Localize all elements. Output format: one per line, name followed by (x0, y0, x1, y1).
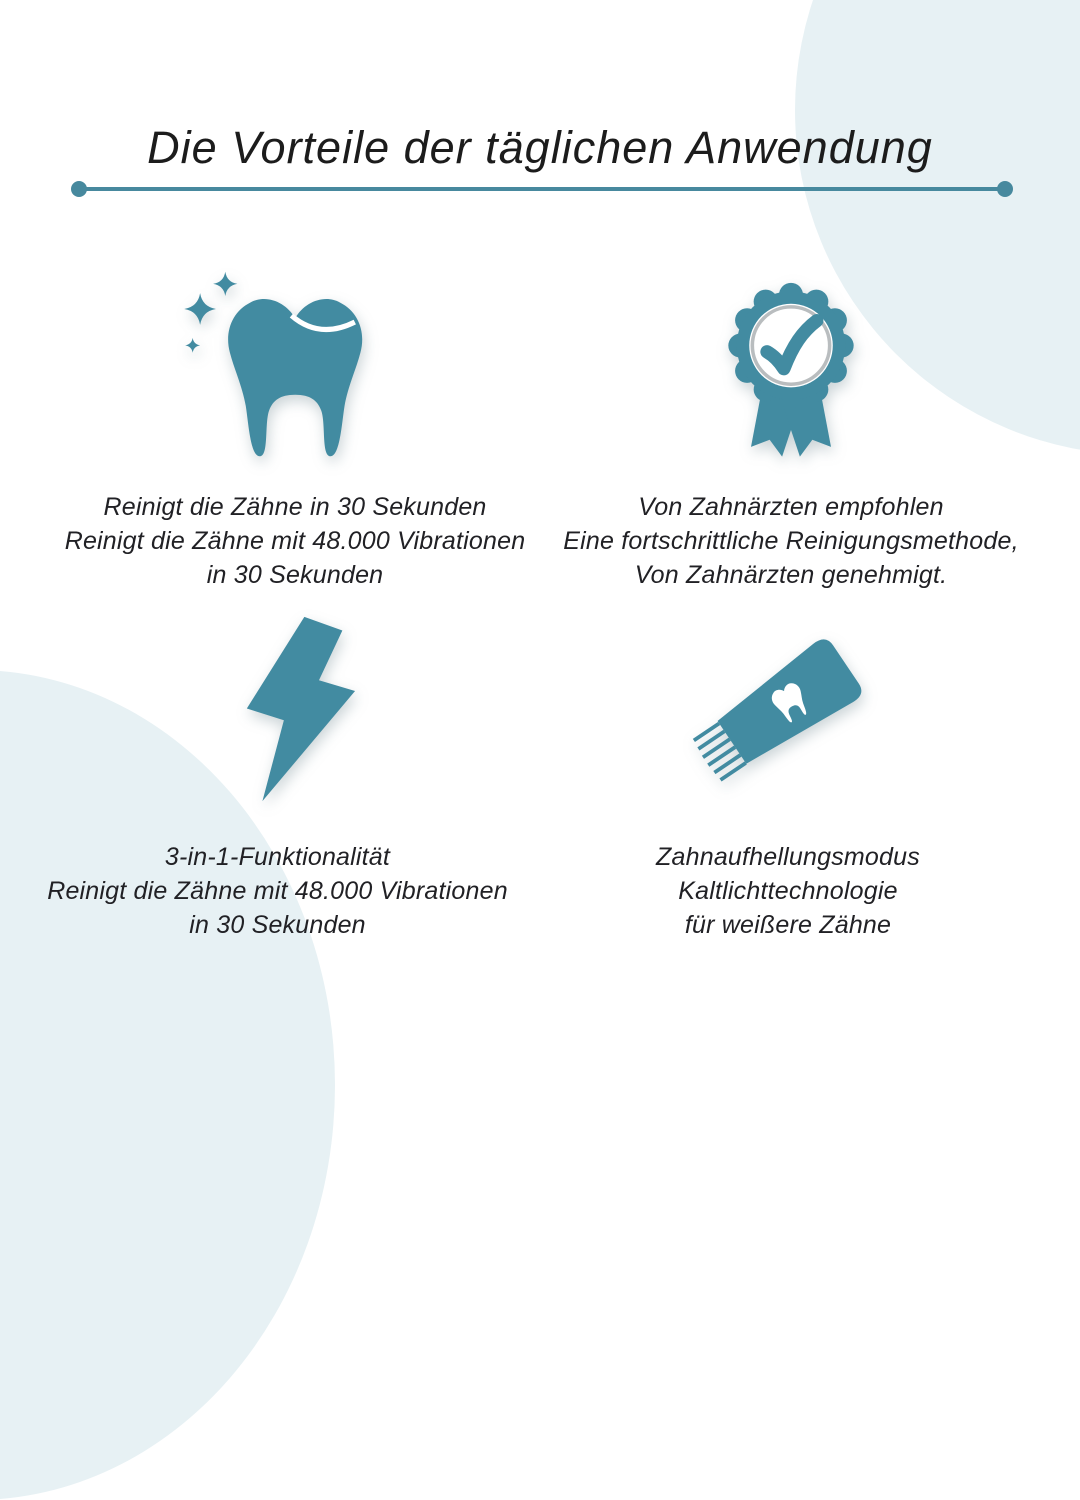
feature-caption (47, 840, 508, 942)
icon-wrap (711, 262, 871, 478)
feature-3-in-1-functionality (35, 606, 520, 942)
caption-line: Reinigt die Zähne mit 48.000 Vibrationen (64, 527, 526, 555)
toothpaste-tube-icon (678, 608, 898, 808)
lightning-bolt-icon (240, 611, 357, 806)
title-divider-line (74, 187, 1010, 191)
caption-line: Reinigt die Zähne mit 48.000 Vibrationen (47, 877, 508, 905)
sparkling-tooth-icon (172, 268, 368, 473)
feature-dentist-recommended (556, 262, 1026, 592)
caption-line: in 30 Sekunden (189, 911, 366, 939)
caption-line: Eine fortschrittliche Reinigungsmethode, (563, 527, 1019, 555)
feature-caption (65, 490, 526, 592)
award-badge-check-icon (711, 270, 871, 470)
page-title: Die Vorteile der täglichen Anwendung (147, 122, 933, 173)
caption-line: Zahnaufhellungsmodus (656, 843, 920, 871)
caption-line: Kaltlichttechnologie (678, 877, 898, 905)
feature-whitening-mode (558, 606, 1018, 942)
feature-caption (563, 490, 1018, 592)
caption-line: Von Zahnärzten genehmigt. (634, 561, 948, 589)
feature-caption (656, 840, 920, 942)
feature-clean-30-seconds (60, 262, 530, 592)
caption-line: für weißere Zähne (684, 911, 892, 939)
caption-line: 3-in-1-Funktionalität (164, 843, 391, 871)
caption-line: in 30 Sekunden (206, 561, 384, 589)
icon-wrap (222, 262, 368, 478)
caption-line: Reinigt die Zähne in 30 Sekunden (103, 493, 487, 521)
icon-wrap (198, 606, 357, 810)
caption-line: Von Zahnärzten empfohlen (638, 493, 944, 521)
icon-wrap (678, 606, 898, 810)
